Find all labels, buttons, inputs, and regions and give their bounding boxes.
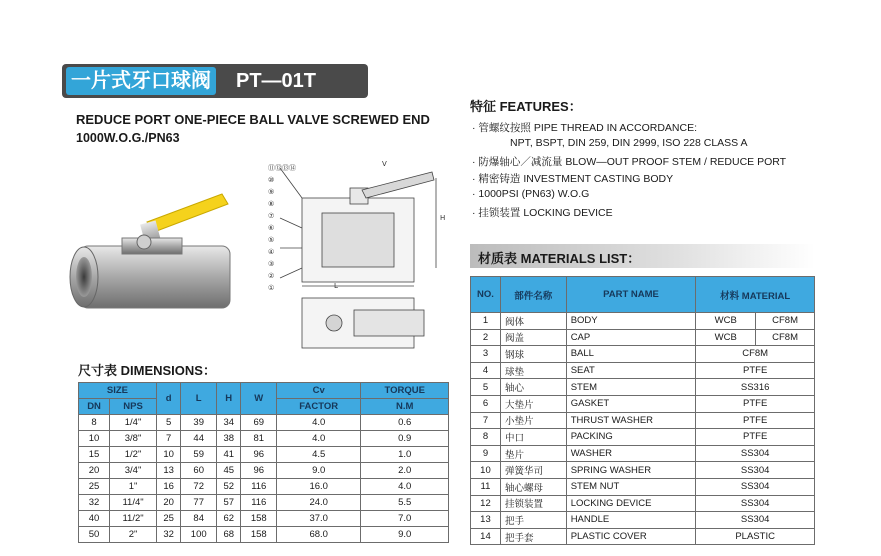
svg-text:⑧: ⑧ — [268, 200, 275, 208]
table-cell: 9.0 — [361, 527, 449, 543]
table-cell: CF8M — [696, 346, 815, 363]
table-cell: 20 — [79, 463, 110, 479]
table-cell: SS304 — [696, 462, 815, 479]
table-cell: 6 — [471, 395, 501, 412]
table-cell: 116 — [241, 479, 277, 495]
table-cell: PACKING — [566, 429, 696, 446]
table-cell: 1/2" — [110, 447, 157, 463]
table-cell: 大垫片 — [500, 395, 566, 412]
table-cell: 5 — [471, 379, 501, 396]
table-cell: SS304 — [696, 445, 815, 462]
table-cell: 16 — [156, 479, 180, 495]
table-cell: PTFE — [696, 412, 815, 429]
feature-item: · 挂锁装置 LOCKING DEVICE — [472, 207, 613, 219]
table-cell: 把手套 — [500, 528, 566, 545]
feature-item: · 1000PSI (PN63) W.O.G — [472, 188, 590, 200]
feature-item: · 防爆轴心／减流量 BLOW—OUT PROOF STEM / REDUCE PORT — [472, 156, 787, 168]
table-cell: 45 — [217, 463, 241, 479]
title-chinese: 一片式牙口球阀 — [66, 67, 216, 95]
materials-table — [470, 276, 815, 545]
table-cell: 57 — [217, 495, 241, 511]
materials-body — [471, 313, 815, 545]
table-row — [79, 431, 449, 447]
table-row — [471, 412, 815, 429]
table-cell: SS304 — [696, 512, 815, 529]
table-cell: PTFE — [696, 395, 815, 412]
table-cell: 4 — [471, 362, 501, 379]
table-cell: 钢球 — [500, 346, 566, 363]
materials-heading: 材质表 MATERIALS LIST： — [478, 251, 641, 266]
table-cell: 球垫 — [500, 362, 566, 379]
table-cell: 50 — [79, 527, 110, 543]
table-cell: 3/4" — [110, 463, 157, 479]
table-cell: 32 — [79, 495, 110, 511]
table-cell: 20 — [156, 495, 180, 511]
feature-item: · 精密铸造 INVESTMENT CASTING BODY — [472, 173, 674, 185]
table-cell: 10 — [156, 447, 180, 463]
table-cell: 39 — [181, 415, 217, 431]
table-cell: WCB — [696, 329, 756, 346]
table-row — [79, 495, 449, 511]
table-cell: 77 — [181, 495, 217, 511]
table-row — [471, 445, 815, 462]
table-cell: 1 — [471, 313, 501, 330]
table-cell: BODY — [566, 313, 696, 330]
features-heading: 特征 FEATURES： — [470, 99, 582, 114]
col-w: W — [241, 383, 277, 415]
table-cell: 24.0 — [277, 495, 361, 511]
table-cell: 3 — [471, 346, 501, 363]
table-cell: 弹簧华司 — [500, 462, 566, 479]
technical-drawing — [262, 158, 462, 358]
table-cell: 16.0 — [277, 479, 361, 495]
table-cell: 40 — [79, 511, 110, 527]
table-cell: 把手 — [500, 512, 566, 529]
table-cell: 1.0 — [361, 447, 449, 463]
table-cell: 5 — [156, 415, 180, 431]
table-cell: 4.5 — [277, 447, 361, 463]
table-cell: SS316 — [696, 379, 815, 396]
table-cell: PTFE — [696, 429, 815, 446]
table-cell: SEAT — [566, 362, 696, 379]
table-cell: 14 — [471, 528, 501, 545]
table-cell: 7 — [471, 412, 501, 429]
table-row — [79, 479, 449, 495]
table-cell: PLASTIC COVER — [566, 528, 696, 545]
table-cell: 25 — [156, 511, 180, 527]
table-cell: LOCKING DEVICE — [566, 495, 696, 512]
table-row — [79, 511, 449, 527]
table-cell: WASHER — [566, 445, 696, 462]
col-torque: TORQUE — [361, 383, 449, 399]
table-cell: GASKET — [566, 395, 696, 412]
table-cell: 69 — [241, 415, 277, 431]
table-row — [471, 462, 815, 479]
table-cell: 5.5 — [361, 495, 449, 511]
table-cell: PTFE — [696, 362, 815, 379]
table-cell: 62 — [217, 511, 241, 527]
table-row — [471, 495, 815, 512]
table-cell: 1/4" — [110, 415, 157, 431]
col-nps: NPS — [110, 399, 157, 415]
table-cell: 7 — [156, 431, 180, 447]
table-cell: 阀体 — [500, 313, 566, 330]
table-cell: 0.9 — [361, 431, 449, 447]
table-row — [79, 527, 449, 543]
valve-photo — [62, 180, 262, 330]
table-row — [471, 478, 815, 495]
table-cell: 11 — [471, 478, 501, 495]
svg-text:L: L — [334, 282, 338, 290]
pressure-rating: 1000W.O.G./PN63 — [76, 131, 180, 145]
table-cell: 13 — [471, 512, 501, 529]
col-size: SIZE — [79, 383, 157, 399]
table-cell: 阀盖 — [500, 329, 566, 346]
col-no: NO. — [471, 277, 501, 313]
table-cell: 轴心螺母 — [500, 478, 566, 495]
table-cell: THRUST WASHER — [566, 412, 696, 429]
table-cell: STEM — [566, 379, 696, 396]
table-cell: BALL — [566, 346, 696, 363]
table-cell: 3/8" — [110, 431, 157, 447]
table-cell: 10 — [471, 462, 501, 479]
table-cell: SS304 — [696, 495, 815, 512]
table-row — [471, 395, 815, 412]
table-cell: 38 — [217, 431, 241, 447]
table-cell: 4.0 — [277, 415, 361, 431]
table-row — [79, 415, 449, 431]
table-cell: SPRING WASHER — [566, 462, 696, 479]
table-cell: 13 — [156, 463, 180, 479]
table-cell: CF8M — [756, 313, 815, 330]
col-cv: Cv — [277, 383, 361, 399]
table-cell: 10 — [79, 431, 110, 447]
table-row — [471, 362, 815, 379]
svg-text:⑪⑫⑬⑭: ⑪⑫⑬⑭ — [268, 164, 296, 172]
table-cell: 2 — [471, 329, 501, 346]
table-cell: 8 — [79, 415, 110, 431]
col-part-cn: 部件名称 — [500, 277, 566, 313]
feature-item: NPT, BSPT, DIN 259, DIN 2999, ISO 228 CLASS A — [510, 137, 748, 149]
table-cell: 158 — [241, 527, 277, 543]
table-cell: 4.0 — [361, 479, 449, 495]
table-cell: 小垫片 — [500, 412, 566, 429]
svg-text:③: ③ — [268, 260, 275, 268]
table-cell: 59 — [181, 447, 217, 463]
dimensions-body — [79, 415, 449, 543]
col-d: d — [156, 383, 180, 415]
table-row — [471, 512, 815, 529]
table-cell: 11/4" — [110, 495, 157, 511]
col-material: 材料 MATERIAL — [696, 277, 815, 313]
table-cell: 116 — [241, 495, 277, 511]
table-cell: 25 — [79, 479, 110, 495]
table-cell: 垫片 — [500, 445, 566, 462]
svg-text:④: ④ — [268, 248, 275, 256]
table-cell: 68 — [217, 527, 241, 543]
table-cell: CAP — [566, 329, 696, 346]
table-cell: 84 — [181, 511, 217, 527]
svg-text:V: V — [382, 160, 387, 168]
model-number: PT—01T — [236, 70, 317, 92]
table-cell: 96 — [241, 463, 277, 479]
table-cell: 轴心 — [500, 379, 566, 396]
table-row — [471, 329, 815, 346]
table-cell: 8 — [471, 429, 501, 446]
table-cell: 37.0 — [277, 511, 361, 527]
svg-text:H: H — [440, 214, 446, 222]
table-cell: 11/2" — [110, 511, 157, 527]
table-row — [79, 463, 449, 479]
table-cell: 中口 — [500, 429, 566, 446]
table-row — [471, 346, 815, 363]
table-cell: 7.0 — [361, 511, 449, 527]
col-nm: N.M — [361, 399, 449, 415]
table-cell: 72 — [181, 479, 217, 495]
table-row — [471, 379, 815, 396]
table-cell: 2" — [110, 527, 157, 543]
table-cell: WCB — [696, 313, 756, 330]
table-cell: 52 — [217, 479, 241, 495]
svg-text:⑦: ⑦ — [268, 212, 275, 220]
table-row — [471, 313, 815, 330]
table-row — [471, 429, 815, 446]
table-cell: 100 — [181, 527, 217, 543]
feature-item: · 管螺纹按照 PIPE THREAD IN ACCORDANCE: — [472, 122, 698, 134]
svg-text:⑨: ⑨ — [268, 188, 275, 196]
table-cell: 68.0 — [277, 527, 361, 543]
table-cell: 44 — [181, 431, 217, 447]
col-dn: DN — [79, 399, 110, 415]
dimensions-table — [78, 382, 449, 543]
table-cell: SS304 — [696, 478, 815, 495]
col-part-en: PART NAME — [566, 277, 696, 313]
table-row — [79, 447, 449, 463]
product-description: REDUCE PORT ONE-PIECE BALL VALVE SCREWED END — [76, 112, 430, 127]
svg-text:②: ② — [268, 272, 275, 280]
svg-text:⑩: ⑩ — [268, 176, 275, 184]
table-cell: PLASTIC — [696, 528, 815, 545]
table-cell: 9.0 — [277, 463, 361, 479]
table-cell: 9 — [471, 445, 501, 462]
table-cell: 2.0 — [361, 463, 449, 479]
table-row — [471, 528, 815, 545]
table-cell: 81 — [241, 431, 277, 447]
table-cell: CF8M — [756, 329, 815, 346]
svg-text:⑥: ⑥ — [268, 224, 275, 232]
table-cell: 96 — [241, 447, 277, 463]
table-cell: 挂锁装置 — [500, 495, 566, 512]
table-cell: 12 — [471, 495, 501, 512]
table-cell: 41 — [217, 447, 241, 463]
dimensions-heading: 尺寸表 DIMENSIONS： — [78, 363, 216, 378]
table-cell: 34 — [217, 415, 241, 431]
table-cell: 32 — [156, 527, 180, 543]
col-h: H — [217, 383, 241, 415]
col-l: L — [181, 383, 217, 415]
table-cell: 60 — [181, 463, 217, 479]
table-cell: 1" — [110, 479, 157, 495]
col-factor: FACTOR — [277, 399, 361, 415]
svg-text:⑤: ⑤ — [268, 236, 275, 244]
svg-text:①: ① — [268, 284, 275, 292]
table-cell: 15 — [79, 447, 110, 463]
table-cell: HANDLE — [566, 512, 696, 529]
table-cell: STEM NUT — [566, 478, 696, 495]
table-cell: 158 — [241, 511, 277, 527]
table-cell: 4.0 — [277, 431, 361, 447]
table-cell: 0.6 — [361, 415, 449, 431]
